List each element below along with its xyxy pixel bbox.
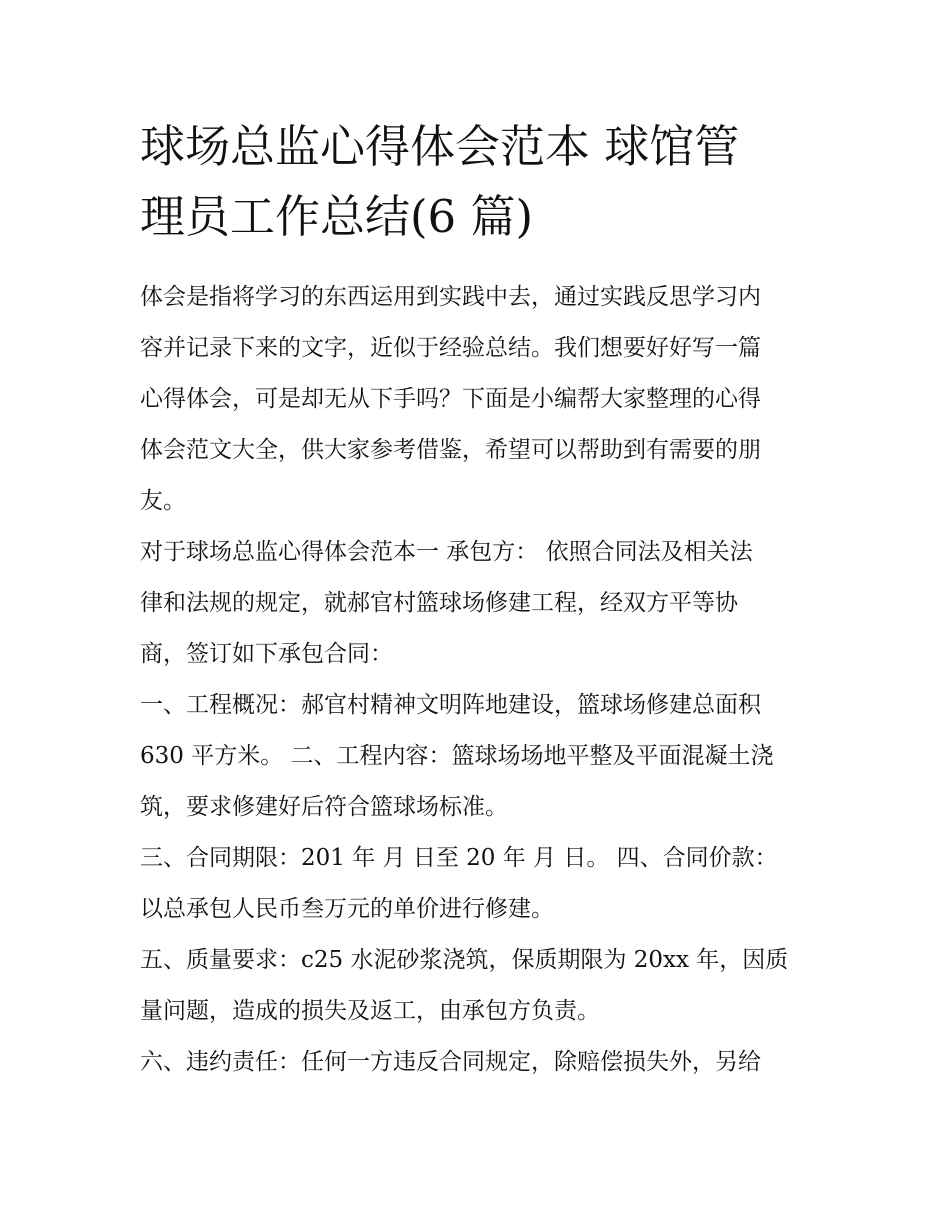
paragraph-contract-intro bbox=[140, 527, 812, 680]
title-line: 理员工作总结(6 篇) bbox=[140, 190, 534, 243]
text-line: 五、质量要求：c25 水泥砂浆浇筑，保质期限为 20xx 年，因质 bbox=[140, 947, 789, 973]
text-line: 对于球场总监心得体会范本一 承包方： 依照合同法及相关法 bbox=[140, 539, 753, 565]
title-line: 球场总监心得体会范本 球馆管 bbox=[140, 120, 740, 173]
paragraph-project-overview bbox=[140, 680, 812, 833]
text-line: 以总承包人民币叁万元的单价进行修建。 bbox=[140, 896, 554, 922]
text-line: 容并记录下来的文字，近似于经验总结。我们想要好好写一篇 bbox=[140, 335, 761, 361]
document-content bbox=[140, 112, 812, 1088]
text-line: 量问题，造成的损失及返工，由承包方负责。 bbox=[140, 998, 600, 1024]
document-title bbox=[140, 112, 812, 252]
paragraph-intro bbox=[140, 272, 812, 527]
paragraph-liability bbox=[140, 1037, 812, 1088]
paragraph-contract-term bbox=[140, 833, 812, 935]
document-body bbox=[140, 272, 812, 1088]
text-line: 三、合同期限：201 年 月 日至 20 年 月 日。 四、合同价款： bbox=[140, 845, 778, 871]
text-line: 630 平方米。 二、工程内容：篮球场场地平整及平面混凝土浇 bbox=[140, 743, 774, 769]
text-line: 一、工程概况：郝官村精神文明阵地建设，篮球场修建总面积 bbox=[140, 692, 761, 718]
text-line: 商，签订如下承包合同： bbox=[140, 641, 393, 667]
text-line: 六、违约责任：任何一方违反合同规定，除赔偿损失外，另给 bbox=[140, 1049, 761, 1075]
text-line: 律和法规的规定，就郝官村篮球场修建工程，经双方平等协 bbox=[140, 590, 738, 616]
text-line: 友。 bbox=[140, 488, 186, 514]
paragraph-quality bbox=[140, 935, 812, 1037]
text-line: 筑，要求修建好后符合篮球场标准。 bbox=[140, 794, 508, 820]
text-line: 体会是指将学习的东西运用到实践中去，通过实践反思学习内 bbox=[140, 284, 761, 310]
text-line: 心得体会，可是却无从下手吗？下面是小编帮大家整理的心得 bbox=[140, 386, 761, 412]
text-line: 体会范文大全，供大家参考借鉴，希望可以帮助到有需要的朋 bbox=[140, 437, 761, 463]
